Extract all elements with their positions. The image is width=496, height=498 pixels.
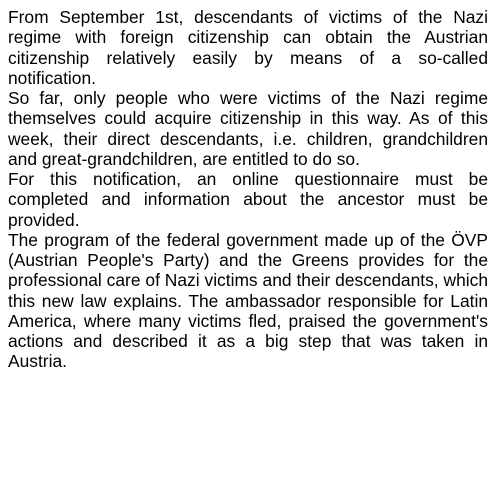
document-body [8, 7, 488, 372]
paragraph-1: From September 1st, descendants of victims of the Nazi regime with foreign citizenship can obtain the Austrian citizenship relatively easily by means of a so-called notification. [8, 7, 488, 88]
paragraph-3: For this notification, an online questionnaire must be completed and information about the ancestor must be provided. [8, 169, 488, 230]
paragraph-4: The program of the federal government made up of the ÖVP (Austrian People's Party) and the Greens provides for the professional care of Nazi victims and their descendants, which this new law explains. The ambassador responsible for Latin America, where many victims fled, praised the government's actions and described it as a big step that was taken in Austria. [8, 229, 488, 372]
paragraph-2: So far, only people who were victims of the Nazi regime themselves could acquire citizenship in this way. As of this week, their direct descendants, i.e. children, grandchildren and great-grandchildren, are entitled to do so. [8, 88, 488, 169]
